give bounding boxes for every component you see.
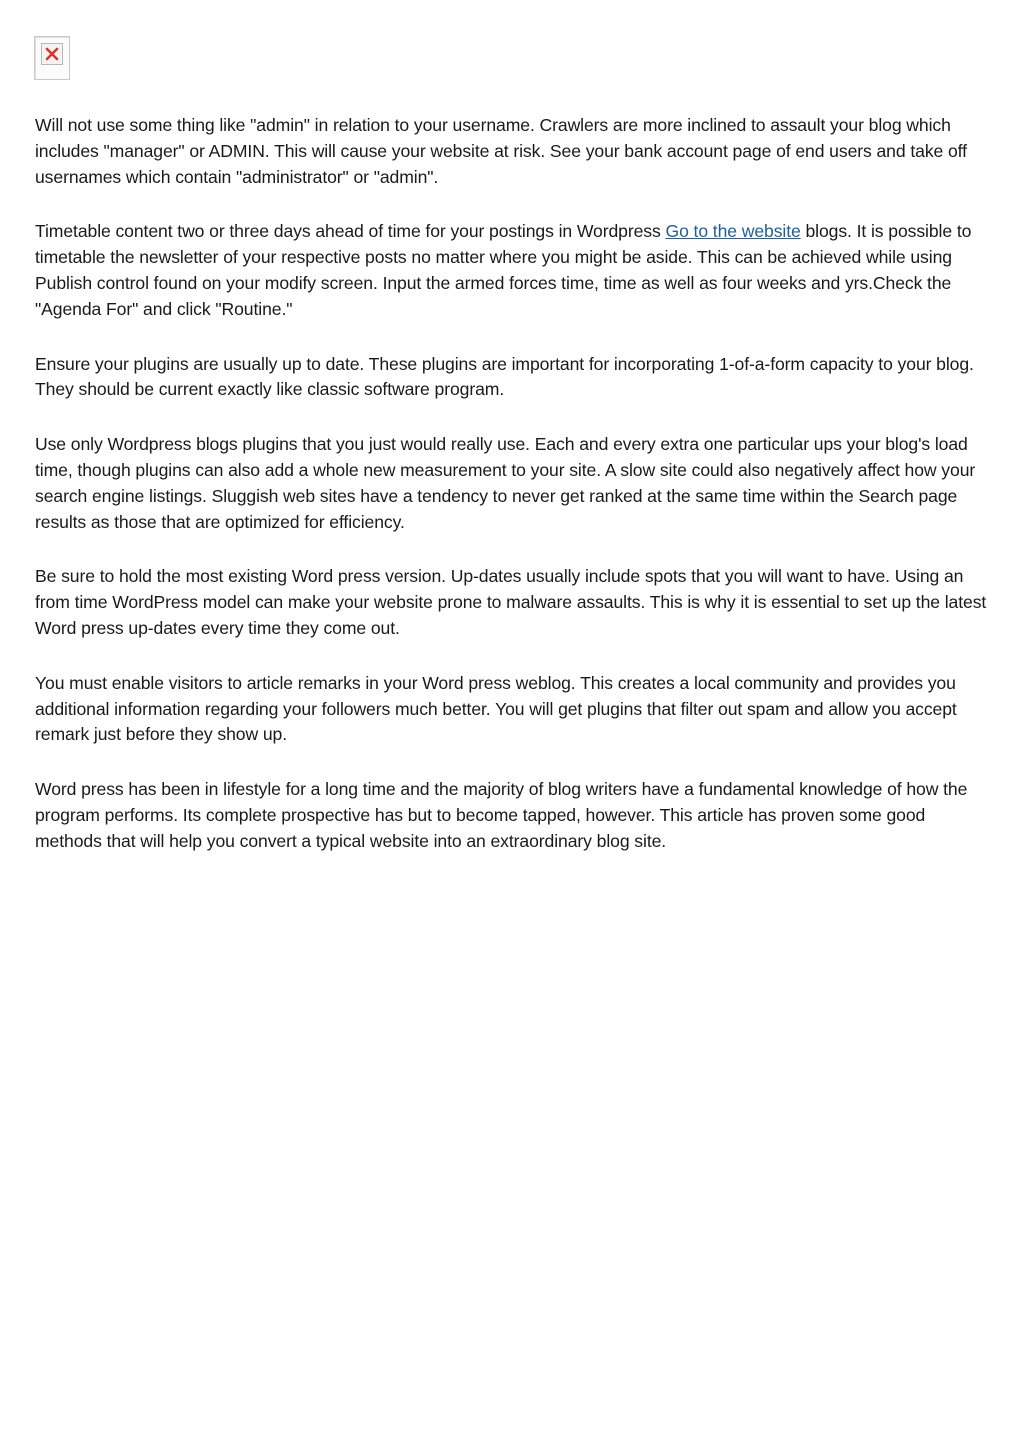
paragraph-4: Use only Wordpress blogs plugins that you just would really use. Each and every extra one particular ups your blog's load time, though plugins can also add a whole new measurement to your site. A slow site could also negatively affect how your search engine listings. Sluggish web sites have a tendency to never get ranked at the same time within the Search page results as those that are optimized for efficiency.: [35, 434, 976, 532]
paragraph-1: Will not use some thing like "admin" in relation to your username. Crawlers are more inclined to assault your blog which includes "manager" or ADMIN. This will cause your website at risk. See your bank account page of end users and take off usernames which contain "administrator" or "admin".: [35, 115, 967, 187]
paragraph-3: Ensure your plugins are usually up to date. These plugins are important for incorporating 1-of-a-form capacity to your blog. They should be current exactly like classic software program.: [35, 353, 974, 400]
paragraph-5: Be sure to hold the most existing Word press version. Up-dates usually include spots that you will want to have. Using an from time WordPress model can make your website prone to malware assaults. This is why it is essential to set up the latest Word press up-dates every time they come out.: [35, 566, 987, 638]
broken-image-icon: [45, 47, 59, 61]
paragraph-6: You must enable visitors to article remarks in your Word press weblog. This creates a local community and provides you additional information regarding your followers much better. You will get plugins that filter out spam and allow you accept remark just before they show up.: [35, 672, 957, 745]
paragraph-2-after: blogs. It is possible to timetable the newsletter of your respective posts no matter where you might be aside. This can be achieved while using Publish control found on your modify screen. Input the armed forces time, time as well as four weeks and yrs.Check the "Agenda For" and click "Routine.": [35, 221, 972, 319]
article-body: [35, 113, 995, 884]
broken-image-frame: [41, 43, 63, 65]
paragraph-2: [35, 219, 995, 322]
broken-image-placeholder: [34, 36, 70, 80]
paragraph-7: Word press has been in lifestyle for a long time and the majority of blog writers have a fundamental knowledge of how the program performs. Its complete prospective has but to become tapped, however. This article has proven some good methods that will help you convert a typical website into an extraordinary blog site.: [35, 779, 968, 851]
go-to-website-link[interactable]: Go to the website: [665, 221, 801, 242]
paragraph-2-before: Timetable content two or three days ahead of time for your postings in Wordpress: [35, 221, 666, 242]
